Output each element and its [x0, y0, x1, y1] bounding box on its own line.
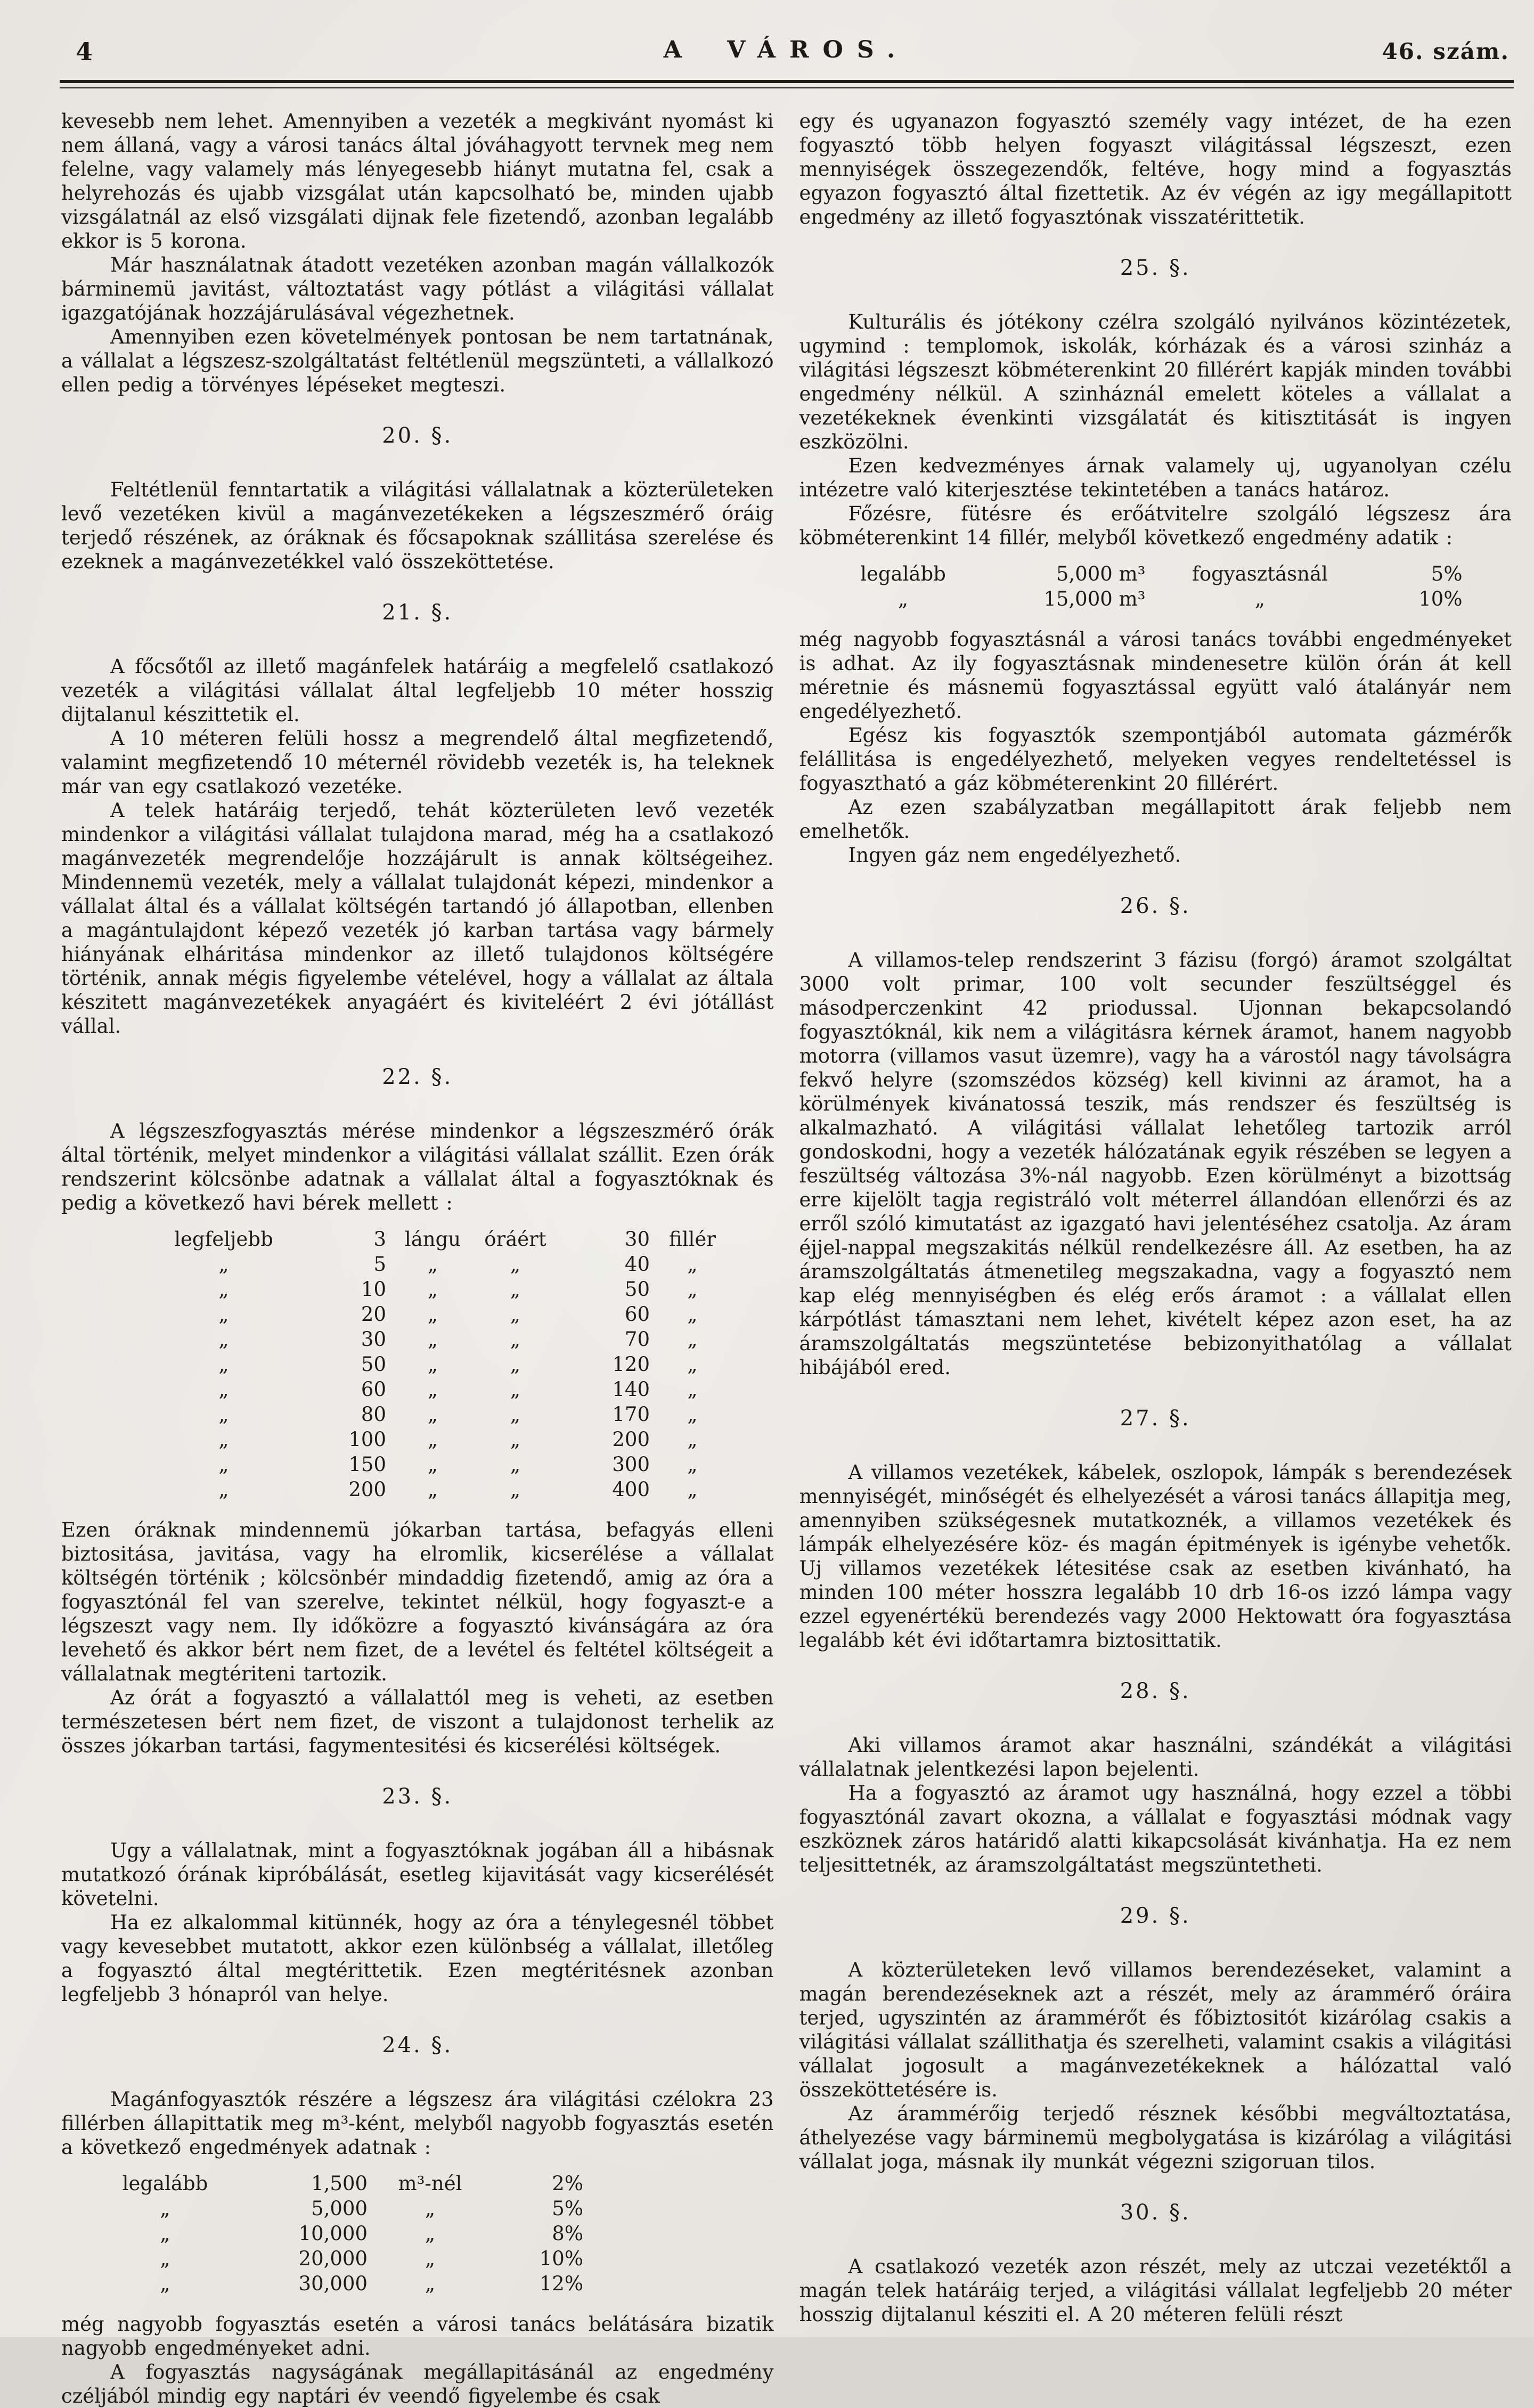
paragraph: Ugy a vállalatnak, mint a fogyasztóknak jogában áll a hibásnak mutatkozó órának kipróbálását, esetleg kijavitását vagy kicserélését követelni. — [61, 1839, 774, 1910]
section-heading: 28. §. — [1120, 1679, 1191, 1703]
table-cell: 12% — [539, 2272, 583, 2295]
table-cell: „ — [160, 2272, 170, 2295]
left-column — [61, 109, 774, 2407]
text-columns — [61, 109, 1512, 2407]
section-heading: 30. §. — [1120, 2200, 1191, 2225]
paragraph: Ezen kedvezményes árnak valamely uj, ugyanolyan czélu intézetre való kiterjesztése tekintetében a tanács határoz. — [799, 454, 1512, 501]
table-cell: „ — [687, 1303, 698, 1326]
table-cell: 2% — [552, 2172, 583, 2195]
paragraph: Ha a fogyasztó az áramot ugy használná, hogy ezzel a többi fogyasztónál zavart okozna, a vállalat e fogyasztási módnak vagy eszköznek záros határidő alatti kikapcsolását kivánhatja. Ha ez nem teljesittetnék, az áramszolgáltatást megszüntetheti. — [799, 1782, 1512, 1876]
table-cell: „ — [427, 1278, 438, 1301]
table-cell: 30 — [361, 1328, 386, 1351]
table-cell: fogyasztásnál — [1192, 562, 1328, 585]
table-cell: 3 — [373, 1228, 386, 1251]
paragraph: A 10 méteren felüli hossz a megrendelő által megfizetendő, valamint megfizetendő 10 méternél rövidebb vezeték is, ha teleknek már van egy csatlakozó vezetéke. — [61, 727, 774, 798]
table-cell: „ — [510, 1328, 521, 1351]
table-cell: 50 — [624, 1278, 650, 1301]
paragraph: még nagyobb fogyasztásnál a városi tanács további engedményeket is adhat. Az ily fogyasztásnak mindenesetre külön órán át kell méretnie és másnemü fogyasztással együtt való átalányár nem engedélyezhető. — [799, 628, 1512, 723]
table-cell: m³-nél — [398, 2172, 462, 2195]
table-cell: „ — [687, 1353, 698, 1376]
table-cell: „ — [510, 1378, 521, 1401]
section-heading: 24. §. — [382, 2033, 453, 2058]
table-cell: „ — [897, 587, 909, 610]
table-cell: „ — [427, 1303, 438, 1326]
paragraph: kevesebb nem lehet. Amennyiben a vezeték a megkivánt nyomást ki nem állaná, vagy a városi tanács által jóváhagyott tervnek meg nem felelne, vagy valamely más lényegesebb hiányt mutatna fel, csak a helyrehozás és ujabb vizsgálat után kapcsolható be, minden ujabb vizsgálatnál az első vizsgálati dijnak fele fizetendő, azonban legalább ekkor is 5 korona. — [61, 110, 774, 252]
page-header — [60, 33, 1513, 76]
table-cell: 10 — [361, 1278, 386, 1301]
table-cell: 60 — [624, 1303, 650, 1326]
section-heading: 23. §. — [382, 1784, 453, 1809]
table-cell: 150 — [348, 1453, 386, 1476]
table-cell: „ — [218, 1328, 229, 1351]
paragraph: Ingyen gáz nem engedélyezhető. — [848, 844, 1181, 867]
paragraph: Az árammérőig terjedő résznek későbbi megváltoztatása, áthelyezése vagy bárminemü megbolygatása is kizárólag a világitási vállalat joga, másnak ily munkát végezni szigoruan tilos. — [799, 2102, 1512, 2173]
table-cell: fillér — [669, 1228, 716, 1251]
paragraph: még nagyobb fogyasztás esetén a városi tanács belátására bizatik nagyobb engedményeket adni. — [61, 2313, 774, 2360]
section-heading: 21. §. — [382, 600, 453, 625]
table-cell: „ — [427, 1328, 438, 1351]
table-cell: óráért — [484, 1228, 546, 1251]
table-cell: „ — [427, 1353, 438, 1376]
table-cell: 100 — [348, 1428, 386, 1451]
section-heading: 29. §. — [1120, 1904, 1191, 1928]
table-cell: 5,000 m³ — [1056, 562, 1146, 585]
table-cell: 170 — [612, 1403, 650, 1426]
section-heading: 20. §. — [382, 423, 453, 448]
paragraph: Aki villamos áramot akar használni, szándékát a világitási vállalatnak jelentkezési lapon bejelenti. — [799, 1734, 1512, 1781]
paragraph: Az ezen szabályzatban megállapitott árak feljebb nem emelhetők. — [799, 796, 1512, 843]
paragraph: A csatlakozó vezeték azon részét, mely az utczai vezetéktől a magán telek határáig terjed, a világitási vállalat legfeljebb 20 méter hosszig dijtalanul késziti el. A 20 méteren felüli részt — [799, 2255, 1512, 2326]
table-cell: „ — [218, 1253, 229, 1276]
paragraph: Ezen óráknak mindennemü jókarban tartása, befagyás elleni biztositása, javitása, vagy ha elromlik, kicserélése a vállalat költségén történik ; kölcsönbér mindaddig fizetendő, amig az óra a fogyasztónál fel van szerelve, tekintet nélkül, hogy fogyaszt-e a légszeszt vagy nem. Ily időközre a fogyasztó kivánságára az óra levehető és akkor bért nem fizet, de a levétel és feltétel költségeit a vállalatnak megtériteni tartozik. — [61, 1519, 774, 1685]
table-cell: „ — [218, 1303, 229, 1326]
table-cell: „ — [687, 1278, 698, 1301]
table-cell: „ — [160, 2222, 170, 2245]
paragraph: A telek határáig terjedő, tehát közterületen levő vezeték mindenkor a világitási vállalat tulajdona marad, még ha a csatlakozó magánvezeték megrendelője hozzájárult is annak költségeihez. Mindennemü vezeték, mely a vállalat tulajdonát képezi, mindenkor a vállalat által és a vállalat költségén tartandó jó állapotban, ellenben a magántulajdont képező vezeték jó karban tartása vagy bármely hiányának elháritása mindenkor az illető tulajdonos költségére történik, annak mégis figyelembe vételével, hogy a vállalat az általa készitett magánvezetékek anyagáért és kiviteléért 2 évi jótállást vállal. — [61, 799, 774, 1038]
paragraph: Főzésre, fütésre és erőátvitelre szolgáló légszesz ára köbméterenkint 14 fillér, melyből következő engedmény adatik : — [799, 502, 1512, 549]
paragraph: Már használatnak átadott vezetéken azonban magán vállalkozók bárminemü javitást, változtatást vagy pótlást a világitási vállalat igazgatójának hozzájárulásával végezhetnek. — [61, 254, 774, 324]
table-cell: „ — [1254, 587, 1266, 610]
table-cell: 120 — [612, 1353, 650, 1376]
table-cell: legalább — [122, 2172, 208, 2195]
paragraph: egy és ugyanazon fogyasztó személy vagy intézet, de ha ezen fogyasztó több helyen fogyaszt világitással légszeszt, ezen mennyiségek összegezendők, feltéve, hogy mind a fogyasztás egyazon fogyasztó által fizettetik. Az év végén az igy megállapitott engedmény az illető fogyasztónak visszatérittetik. — [799, 110, 1512, 228]
table-cell: 1,500 — [311, 2172, 368, 2195]
table-cell: „ — [687, 1328, 698, 1351]
table-cell: „ — [687, 1428, 698, 1451]
table-cell: „ — [425, 2247, 436, 2270]
paragraph: Feltétlenül fenntartatik a világitási vállalatnak a közterületeken levő vezetéken kivül a magánvezetékeken a légszeszmérő óráig terjedő részének, az óráknak és főcsapoknak szállitása szerelése és ezeknek a magánvezetékkel való összeköttetése. — [61, 478, 774, 573]
rate-table — [141, 1227, 774, 1502]
paragraph: A főcsőtől az illető magánfelek határáig a megfelelő csatlakozó vezeték a világitási vállalat által legfeljebb 10 méter hosszig dijtalanul készittetik el. — [61, 655, 774, 726]
table-cell: 400 — [612, 1478, 650, 1501]
table-cell: „ — [427, 1403, 438, 1426]
table-cell: „ — [687, 1453, 698, 1476]
table-cell: 200 — [612, 1428, 650, 1451]
table-cell: „ — [218, 1353, 229, 1376]
rate-table — [837, 561, 1512, 611]
table-cell: „ — [510, 1253, 521, 1276]
table-cell: „ — [427, 1253, 438, 1276]
section-heading: 27. §. — [1120, 1406, 1191, 1431]
table-cell: lángu — [404, 1228, 461, 1251]
table-cell: 5% — [1431, 562, 1463, 585]
table-cell: „ — [687, 1478, 698, 1501]
table-cell: „ — [427, 1453, 438, 1476]
page-number: 4 — [76, 37, 94, 66]
table-cell: „ — [427, 1478, 438, 1501]
table-cell: „ — [218, 1378, 229, 1401]
table-cell: 5 — [373, 1253, 386, 1276]
paragraph: Magánfogyasztók részére a légszesz ára világitási czélokra 23 fillérben állapittatik meg m³-ként, melyből nagyobb fogyasztás esetén a következő engedmények adatnak : — [61, 2088, 774, 2159]
paragraph: Ha ez alkalommal kitünnék, hogy az óra a ténylegesnél többet vagy kevesebbet mutatott, akkor ezen különbség a vállalat, illetőleg a fogyasztó által megtérittetik. Ezen megtéritésnek azonban legfeljebb 3 hónapról van helye. — [61, 1911, 774, 2006]
paragraph: A villamos vezetékek, kábelek, oszlopok, lámpák s berendezések mennyiségét, minőségét és elhelyezését a városi tanács állapitja meg, amennyiben szükségesnek mutatkoznék, a villamos vezetékek és lámpák elhelyezésére köz- és magán épitmények is igénybe vehetők. Uj villamos vezetékek létesitése csak az esetben kivánható, ha minden 100 méter hosszra legalább 10 drb 16-os izzó lámpa vagy ezzel egyenértékü berendezés vagy 2000 Hektowatt óra fogyasztása legalább két évi időtartamra biztosittatik. — [799, 1461, 1512, 1652]
table-cell: „ — [218, 1428, 229, 1451]
table-cell: „ — [510, 1453, 521, 1476]
table-cell: „ — [425, 2222, 436, 2245]
table-cell: 300 — [612, 1453, 650, 1476]
table-cell: 40 — [624, 1253, 650, 1276]
table-cell: 10% — [539, 2247, 583, 2270]
section-heading: 25. §. — [1120, 256, 1191, 280]
table-cell: legfeljebb — [174, 1228, 273, 1251]
paragraph: Egész kis fogyasztók szempontjából automata gázmérők felállitása is engedélyezhető, melyeken vegyes rendeltetéssel is fogyasztható a gáz köbméterenkint 20 fillérért. — [799, 724, 1512, 795]
table-cell: „ — [218, 1403, 229, 1426]
table-cell: „ — [510, 1428, 521, 1451]
table-cell: „ — [425, 2272, 436, 2295]
table-cell: „ — [510, 1478, 521, 1501]
table-cell: „ — [425, 2197, 436, 2220]
table-cell: „ — [218, 1453, 229, 1476]
section-heading: 26. §. — [1120, 894, 1191, 918]
table-cell: 140 — [612, 1378, 650, 1401]
table-cell: 5,000 — [311, 2197, 368, 2220]
section-heading: 22. §. — [382, 1065, 453, 1089]
paragraph: Amennyiben ezen követelmények pontosan be nem tartatnának, a vállalat a légszesz-szolgáltatást feltétlenül megszünteti, a vállalkozó ellen pedig a törvényes lépéseket megteszi. — [61, 325, 774, 396]
table-cell: „ — [427, 1378, 438, 1401]
table-cell: 30,000 — [298, 2272, 368, 2295]
table-cell: „ — [687, 1253, 698, 1276]
table-cell: „ — [160, 2197, 170, 2220]
table-cell: „ — [687, 1378, 698, 1401]
table-cell: 10,000 — [298, 2222, 368, 2245]
table-cell: „ — [687, 1403, 698, 1426]
table-cell: „ — [510, 1303, 521, 1326]
table-cell: 8% — [552, 2222, 583, 2245]
paragraph: A fogyasztás nagyságának megállapitásánál az engedmény czéljából mindig egy naptári év veendő figyelembe és csak — [61, 2361, 774, 2407]
issue-number: 46. szám. — [1382, 38, 1509, 64]
paragraph: Az órát a fogyasztó a vállalattól meg is veheti, az esetben természetesen bért nem fizet, de viszont a tulajdonost terhelik az összes jókarban tartási, fagymentesitési és kicserélési költségek. — [61, 1686, 774, 1757]
header-double-rule — [60, 80, 1514, 88]
paragraph: A közterületeken levő villamos berendezéseket, valamint a magán berendezéseknek azt a részét, mely az árammérő óráira terjed, ugyszintén az árammérőt és főbiztositót kizárólag csakis a világitási vállalat szállithatja és szerelheti, valamint csakis a világitási vállalat jogosult a magánvezetékeknek a hálózattal való összeköttetésére is. — [799, 1958, 1512, 2101]
paragraph: A légszeszfogyasztás mérése mindenkor a légszeszmérő órák által történik, melyet mindenkor a világitási vállalat szállit. Ezen órák rendszerint kölcsönbe adatnak a vállalat által a fogyasztóknak és pedig a következő havi bérek mellett : — [61, 1120, 774, 1214]
table-cell: „ — [510, 1353, 521, 1376]
table-cell: 80 — [361, 1403, 386, 1426]
table-cell: 60 — [361, 1378, 386, 1401]
table-cell: „ — [510, 1403, 521, 1426]
table-cell: „ — [160, 2247, 170, 2270]
table-cell: 10% — [1418, 587, 1463, 610]
newspaper-title: A VÁROS. — [663, 36, 909, 63]
table-cell: 5% — [552, 2197, 583, 2220]
paragraph: A villamos-telep rendszerint 3 fázisu (forgó) áramot szolgáltat 3000 volt primar, 100 volt secunder feszültséggel és másodperczenkint 42 priodussal. Ujonnan bekapcsolandó fogyasztóknál, kik nem a világitásra kérnek áramot, hanem nagyobb motorra (villamos vasut üzemre), vagy ha a várostól nagy távolságra fekvő helyre (szomszédos község) kell kivinni az áramot, ha a körülmények kivánatossá teszik, más rendszer és feszültség is alkalmazható. A világitási vállalat lehetőleg tartozik arról gondoskodni, hogy a vezeték hálózatának egyik részében se legyen a feszültség változása 3%-nál nagyobb. Ezen körülményt a bizottság erre kijelölt tagja registráló volt méterrel állandóan ellenőrzi és az erről szóló kimutatást az igazgató havi jelentéséhez csatolja. Az áram éjjel-nappal megszakitás nélkül rendelkezésre áll. Az esetben, ha az áramszolgáltatás átmenetileg megszakadna, vagy a fogyasztó nem kap elég mennyiségben és elég erős áramot : a vállalat ellen kárpótlást támasztani nem lehet, kivételt képez azon eset, ha az áramszolgáltatás megszüntetése bebizonyithatólag a vállalat hibájából ered. — [799, 949, 1512, 1379]
table-cell: 15,000 m³ — [1043, 587, 1146, 610]
table-cell: „ — [218, 1278, 229, 1301]
rate-table — [99, 2171, 774, 2296]
table-cell: 30 — [624, 1228, 650, 1251]
table-cell: 20,000 — [298, 2247, 368, 2270]
table-cell: 70 — [624, 1328, 650, 1351]
table-cell: „ — [510, 1278, 521, 1301]
table-cell: „ — [218, 1478, 229, 1501]
table-cell: 50 — [361, 1353, 386, 1376]
table-cell: 200 — [348, 1478, 386, 1501]
paragraph: Kulturális és jótékony czélra szolgáló nyilvános közintézetek, ugymind : templomok, iskolák, kórházak és a városi szinház a világitási légszeszt köbméterenkint 20 fillérért kapják minden további engedmény nélkül. A szinháznál emelett köteles a vállalat a vezetékeknek évenkinti vizsgálatát és kitisztitását is ingyen eszközölni. — [799, 311, 1512, 453]
table-cell: legalább — [860, 562, 946, 585]
right-column — [799, 109, 1512, 2326]
table-cell: 20 — [361, 1303, 386, 1326]
table-cell: „ — [427, 1428, 438, 1451]
